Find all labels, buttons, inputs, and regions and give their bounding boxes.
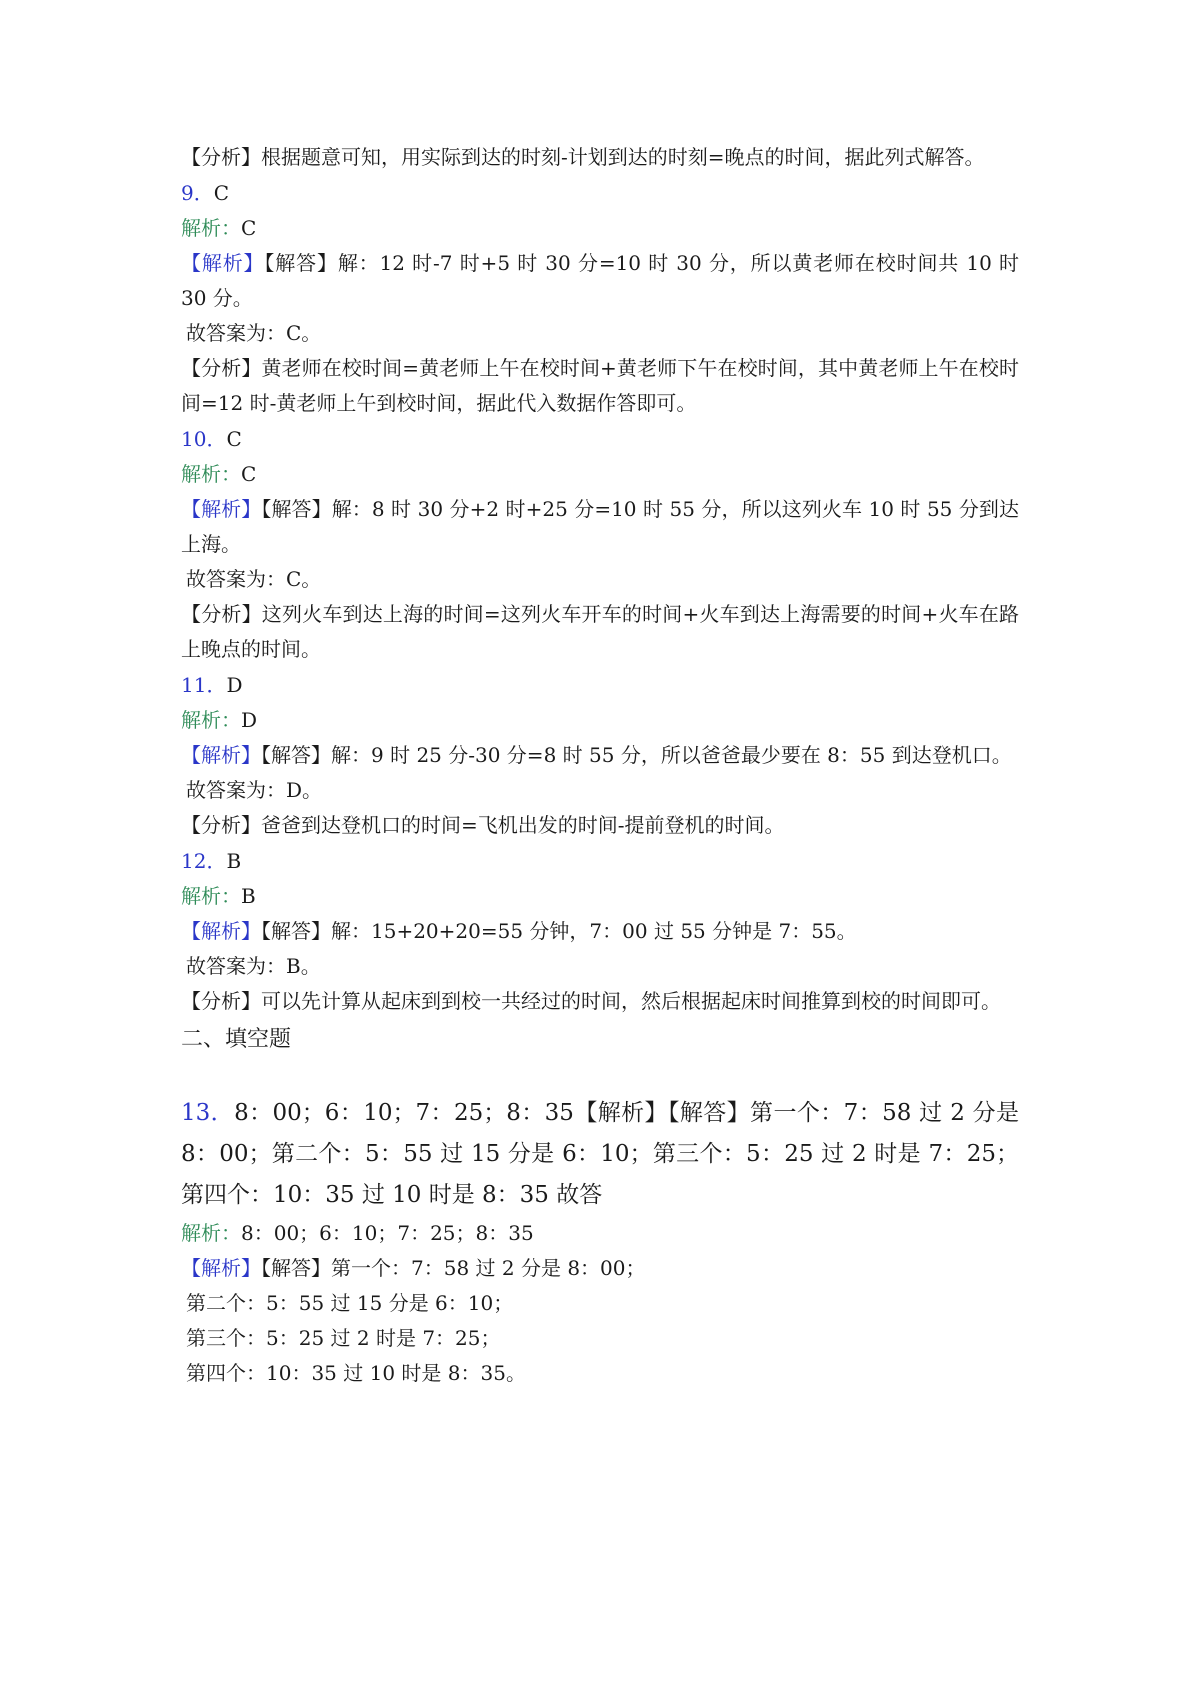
q9-jiexi-line — [181, 211, 1019, 246]
q10-jiexi-line — [181, 457, 1019, 492]
jiexi-label: 解析： — [181, 708, 241, 732]
q11-conclusion: 故答案为：D。 — [186, 778, 323, 802]
jiexi-label: 解析： — [181, 462, 241, 486]
q12-conclusion: 故答案为：B。 — [186, 954, 321, 978]
jiexi-value: C — [241, 216, 257, 240]
jieda-tag: 【解答】 — [264, 251, 338, 275]
analysis-tag: 【分析】 — [181, 989, 261, 1013]
question-number: 11． — [181, 673, 227, 697]
q13-summary — [181, 1093, 1019, 1216]
jiexi-tag: 【解析】 — [181, 919, 261, 943]
jiexi-label: 解析： — [181, 1221, 241, 1245]
answer-letter: C — [213, 181, 230, 205]
jieda-tag: 【解答】 — [261, 743, 331, 767]
jiexi-value: D — [241, 708, 258, 732]
analysis-text: 可以先计算从起床到到校一共经过的时间，然后根据起床时间推算到校的时间即可。 — [261, 989, 1001, 1013]
jieda-text: 解：12 时-7 时+5 时 30 分=10 时 30 分，所以黄老师在校时间共 10 时 30 分。 — [181, 251, 1020, 310]
jiexi-label: 解析： — [181, 884, 241, 908]
q11-jiexi-line — [181, 703, 1019, 738]
q9-answer-line — [181, 176, 1019, 211]
analysis-tag: 【分析】 — [181, 602, 262, 626]
q10-answer-line — [181, 422, 1019, 457]
q11-answer-line — [181, 668, 1019, 703]
q9-jieda — [181, 246, 1019, 316]
jiexi-tag: 【解析】 — [181, 1256, 261, 1280]
jieda-tag: 【解答】 — [261, 1256, 331, 1280]
jiexi-tag: 【解析】 — [181, 497, 262, 521]
q12-jiexi-line — [181, 879, 1019, 914]
jieda-text: 解：15+20+20=55 分钟，7：00 过 55 分钟是 7：55。 — [331, 919, 857, 943]
question-number: 12． — [181, 849, 227, 873]
analysis-text: 这列火车到达上海的时间=这列火车开车的时间+火车到达上海需要的时间+火车在路上晚点的时间。 — [181, 602, 1020, 661]
jiexi-value: 8：00；6：10；7：25；8：35 — [241, 1221, 534, 1245]
jiexi-value: C — [241, 462, 257, 486]
section-heading: 二、填空题 — [181, 1027, 292, 1052]
question-number: 10． — [181, 427, 227, 451]
q11-jieda — [181, 738, 1019, 773]
analysis-tag: 【分析】 — [181, 145, 261, 169]
summary-text: 8：00；6：10；7：25；8：35【解析】【解答】第一个：7：58 过 2 分是 8：00；第二个：5：55 过 15 分是 6：10；第三个：5：25 过 2 时是 7：25；第四个：10：35 过 10 时是 8：35 故答 — [181, 1100, 1019, 1208]
q13-line-4: 第四个：10：35 过 10 时是 8：35。 — [186, 1361, 526, 1385]
jieda-text: 解：8 时 30 分+2 时+25 分=10 时 55 分，所以这列火车 10 时 55 分到达上海。 — [181, 497, 1020, 556]
jieda-text: 第一个：7：58 过 2 分是 8：00； — [331, 1256, 646, 1280]
document-page — [181, 140, 1019, 1391]
answer-letter: D — [226, 673, 243, 697]
q12-jieda — [181, 914, 1019, 949]
answer-letter: B — [226, 849, 242, 873]
jieda-text: 解：9 时 25 分-30 分=8 时 55 分，所以爸爸最少要在 8：55 到达登机口。 — [331, 743, 1012, 767]
question-number: 13． — [181, 1100, 235, 1126]
jieda-tag: 【解答】 — [261, 497, 332, 521]
analysis-text: 根据题意可知，用实际到达的时刻-计划到达的时刻=晚点的时间，据此列式解答。 — [261, 145, 985, 169]
q10-jieda — [181, 492, 1019, 562]
q9-conclusion: 故答案为：C。 — [186, 321, 322, 345]
q13-line-3: 第三个：5：25 过 2 时是 7：25； — [186, 1326, 501, 1350]
q8-analysis — [181, 140, 1019, 175]
q9-analysis — [181, 351, 1019, 421]
q11-analysis — [181, 808, 1019, 843]
q12-analysis — [181, 984, 1019, 1019]
jiexi-value: B — [241, 884, 256, 908]
analysis-tag: 【分析】 — [181, 813, 261, 837]
q13-jieda — [181, 1251, 1019, 1286]
q10-analysis — [181, 597, 1019, 667]
q12-answer-line — [181, 844, 1019, 879]
q13-line-2: 第二个：5：55 过 15 分是 6：10； — [186, 1291, 514, 1315]
jiexi-tag: 【解析】 — [181, 743, 261, 767]
analysis-tag: 【分析】 — [181, 356, 262, 380]
analysis-text: 爸爸到达登机口的时间=飞机出发的时间-提前登机的时间。 — [261, 813, 785, 837]
jiexi-tag: 【解析】 — [181, 251, 265, 275]
analysis-text: 黄老师在校时间=黄老师上午在校时间+黄老师下午在校时间，其中黄老师上午在校时间=12 时-黄老师上午到校时间，据此代入数据作答即可。 — [181, 356, 1019, 415]
jiexi-label: 解析： — [181, 216, 241, 240]
q13-jiexi-line — [181, 1216, 1019, 1251]
jieda-tag: 【解答】 — [261, 919, 331, 943]
question-number: 9． — [181, 181, 214, 205]
q10-conclusion: 故答案为：C。 — [186, 567, 322, 591]
answer-letter: C — [226, 427, 242, 451]
